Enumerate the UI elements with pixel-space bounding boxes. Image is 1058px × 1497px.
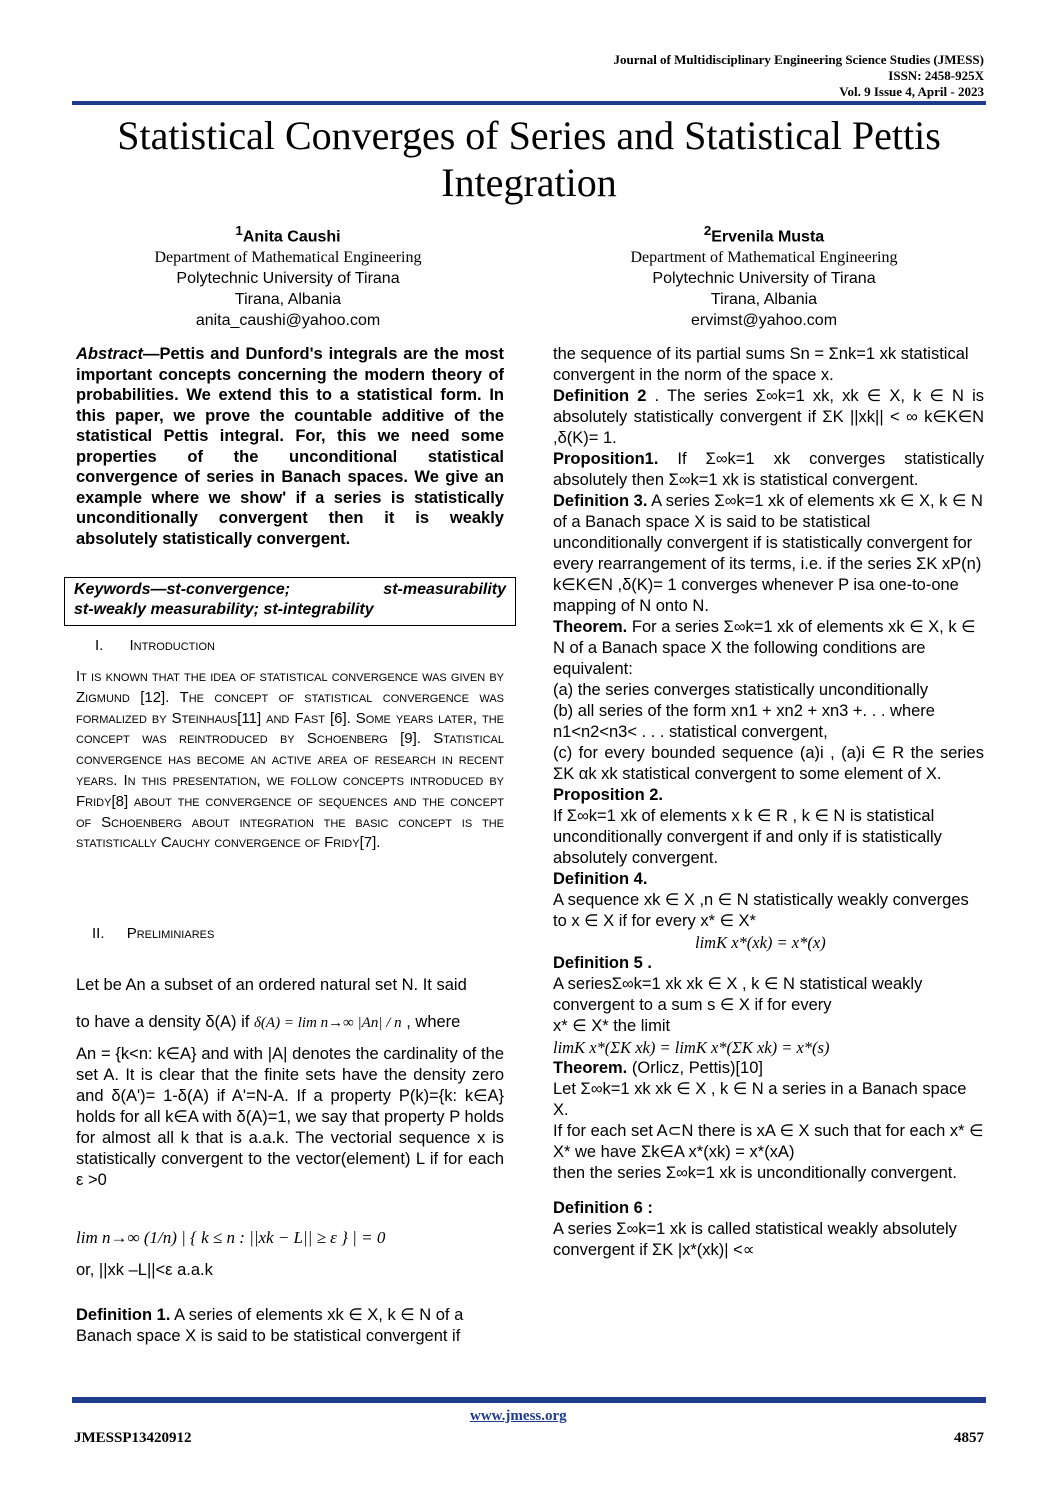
def1-text: A series of elements xk ∈ X, k ∈ N of a Banach space X is said to be statistical convergent if (76, 1306, 464, 1345)
right-column (553, 344, 984, 1261)
theorem-item-a: (a) the series converges statistically unconditionally (553, 681, 929, 699)
def6-label: Definition 6 : (553, 1199, 653, 1217)
thm2-p3: then the series Σ∞k=1 xk is unconditionally convergent. (553, 1164, 957, 1182)
author-2-email: ervimst@yahoo.com (690, 312, 838, 330)
journal-name: Journal of Multidisciplinary Engineering Science Studies (JMESS) (613, 52, 984, 67)
author-1-city: Tirana, Albania (234, 291, 342, 309)
def5-formula: limK x*(ΣK xk) = limK x*(ΣK xk) = x*(s) (553, 1038, 830, 1057)
author-1-sup: 1 (235, 223, 243, 238)
prelim-p2 (76, 1012, 504, 1034)
def3-text: A series Σ∞k=1 xk of elements xk ∈ X, k ∈ N of a Banach space X is said to be statistical unconditionally convergent if is statistically convergent for every rearrangement of its terms, i.e. if the series ΣK xP(n) k∈K∈N ,δ(K)= 1 converges whenever P isa one-to-one mapping of N onto N. (553, 492, 983, 615)
intro-block (76, 667, 504, 854)
def1-label: Definition 1. (76, 1306, 171, 1324)
paper-title: Statistical Converges of Series and Statistical Pettis Integration (117, 113, 941, 205)
def2-text: . The series Σ∞k=1 xk, xk ∈ X, k ∈ N is absolutely statistically convergent if ΣK ||xk|| < ∞ k∈K∈N ,δ(K)= 1. (553, 387, 984, 447)
def5-text: A seriesΣ∞k=1 xk xk ∈ X , k ∈ N statistical weakly convergent to a sum s ∈ X if for every (553, 975, 923, 1014)
intro-title: Introduction (129, 637, 215, 654)
issn: ISSN: 2458-925X (888, 68, 984, 83)
journal-link[interactable]: www.jmess.org (470, 1408, 567, 1424)
author-2-name: Ervenila Musta (711, 228, 825, 246)
author-1-name: Anita Caushi (242, 228, 341, 246)
thm2-p2: If for each set A⊂N there is xA ∈ X such that for each x* ∈ X* we have Σk∈A x*(xk) = x*(xA) (553, 1122, 984, 1161)
def4-label: Definition 4. (553, 870, 648, 888)
def5-label: Definition 5 . (553, 954, 652, 972)
author-2-univ: Polytechnic University of Tirana (652, 270, 876, 288)
def6-text: A series Σ∞k=1 xk is called statistical weakly absolutely convergent if ΣK |x*(xk)| <∝ (553, 1220, 957, 1259)
def2-label: Definition 2 (553, 387, 647, 405)
section-prelim-heading (92, 925, 214, 942)
density-where: , where (406, 1013, 461, 1031)
keywords-line-2: st-weakly measurability; st-integrability (74, 601, 374, 618)
author-2-city: Tirana, Albania (710, 291, 818, 309)
abstract (76, 344, 504, 549)
header-rule (72, 101, 986, 105)
thm2-p1: Let Σ∞k=1 xk xk ∈ X , k ∈ N a series in a Banach space X. (553, 1080, 967, 1119)
abstract-label: Abstract (76, 345, 143, 363)
journal-header (613, 52, 984, 100)
paper-id: JMESSP13420912 (74, 1430, 192, 1446)
theorem-item-b: (b) all series of the form xn1 + xn2 + xn3 +. . . where n1<n2<n3< . . . statistical convergent, (553, 702, 935, 741)
definition-3 (553, 491, 984, 617)
section-intro-heading (95, 637, 215, 654)
volume-issue: Vol. 9 Issue 4, April - 2023 (839, 84, 984, 99)
prop1-text: If Σ∞k=1 xk converges statistically absolutely then Σ∞k=1 xk is statistical convergent. (553, 450, 984, 489)
prop2-text: If Σ∞k=1 xk of elements x k ∈ R , k ∈ N is statistical unconditionally convergent if and only if is statistically absolutely convergent. (553, 807, 942, 867)
author-1-dept: Department of Mathematical Engineering (154, 249, 422, 267)
footer-url[interactable] (470, 1408, 567, 1425)
page-number: 4857 (954, 1430, 984, 1446)
def4-formula: limK x*(xk) = x*(x) (695, 933, 826, 952)
def1-continued: the sequence of its partial sums Sn = Σnk=1 xk statistical convergent in the norm of the space x. (553, 345, 969, 384)
density-intro: to have a density δ(A) if (76, 1013, 250, 1031)
left-column (76, 344, 504, 549)
def4-text: A sequence xk ∈ X ,n ∈ N statistically weakly converges to x ∈ X if for every x* ∈ X* (553, 891, 969, 930)
intro-text: It is known that the idea of statistical convergence was given by Zigmund [12]. The concept of statistical convergence was formalized by Steinhaus[11] and Fast [6]. Some years later, the concept was reintroduced by Schoenberg [9]. Statistical convergence has become an active area of research in recent years. In this presentation, we follow concepts introduced by Fridy[8] about the convergence of sequences and the concept of Schoenberg about integration the basic concept is the statistically Cauchy convergence of Fridy[7]. (76, 668, 504, 852)
author-2 (544, 220, 984, 331)
definition-2 (553, 386, 984, 449)
author-1-email: anita_caushi@yahoo.com (195, 312, 381, 330)
author-1-univ: Polytechnic University of Tirana (176, 270, 400, 288)
limit-formula: lim n→∞ (1/n) | { k ≤ n : ||xk − L|| ≥ ε } | = 0 (76, 1228, 386, 1247)
intro-number: I. (95, 637, 104, 654)
author-2-sup: 2 (703, 223, 712, 238)
keywords-line-1: Keywords—st-convergence; st-measurability (74, 581, 506, 598)
thm2-label: Theorem. (553, 1059, 628, 1077)
prop2-label: Proposition 2. (553, 786, 664, 804)
prelim-p3: An = {k<n: k∈A} and with |A| denotes the cardinality of the set A. It is clear that the finite sets have the density zero and δ(A')= 1-δ(A) if A'=N-A. If a property P(k)={k: k∈A} holds for all k∈A with δ(A)=1, we say that property P holds for almost all k that is a.a.k. The vectorial sequence x is statistically convergent to the vector(element) L if for each ε >0 (76, 1045, 504, 1189)
author-2-dept: Department of Mathematical Engineering (630, 249, 898, 267)
def3-label: Definition 3. (553, 492, 648, 510)
author-1 (68, 220, 508, 331)
theorem-2 (553, 1058, 984, 1079)
theorem-1 (553, 617, 984, 680)
abstract-text: —Pettis and Dunford's integrals are the most important concepts concerning the modern theory of probabilities. We extend this to a statistical form. In this paper, we prove the countable additive of the statistical Pettis integral. For, this we need some properties of the unconditional statistical convergence of series in Banach spaces. We give an example where we show' if a series is statistically unconditionally convergent then it is weakly absolutely statistically convergent. (76, 345, 504, 548)
def5-text-2: x* ∈ X* the limit (553, 1017, 671, 1035)
prelim-block (76, 975, 504, 1347)
prelim-title: Preliminiares (126, 925, 215, 942)
keywords-box (64, 577, 516, 626)
thm-label: Theorem. (553, 618, 628, 636)
prelim-p4: or, ||xk –L||<ε a.a.k (76, 1261, 213, 1279)
thm-text: For a series Σ∞k=1 xk of elements xk ∈ X, k ∈ N of a Banach space X the following conditions are equivalent: (553, 618, 976, 678)
proposition-1 (553, 449, 984, 491)
density-formula: δ(A) = lim n→∞ |An| / n (253, 1015, 402, 1031)
theorem-item-c: (c) for every bounded sequence (a)i , (a)i ∈ R the series ΣK αk xk statistical convergent to some element of X. (553, 744, 984, 783)
prop1-label: Proposition1. (553, 450, 659, 468)
thm2-text: (Orlicz, Pettis)[10] (627, 1059, 763, 1077)
footer-rule (72, 1397, 986, 1403)
prelim-p1: Let be An a subset of an ordered natural set N. It said (76, 976, 467, 994)
prelim-number: II. (92, 925, 105, 942)
definition-1 (76, 1305, 504, 1347)
